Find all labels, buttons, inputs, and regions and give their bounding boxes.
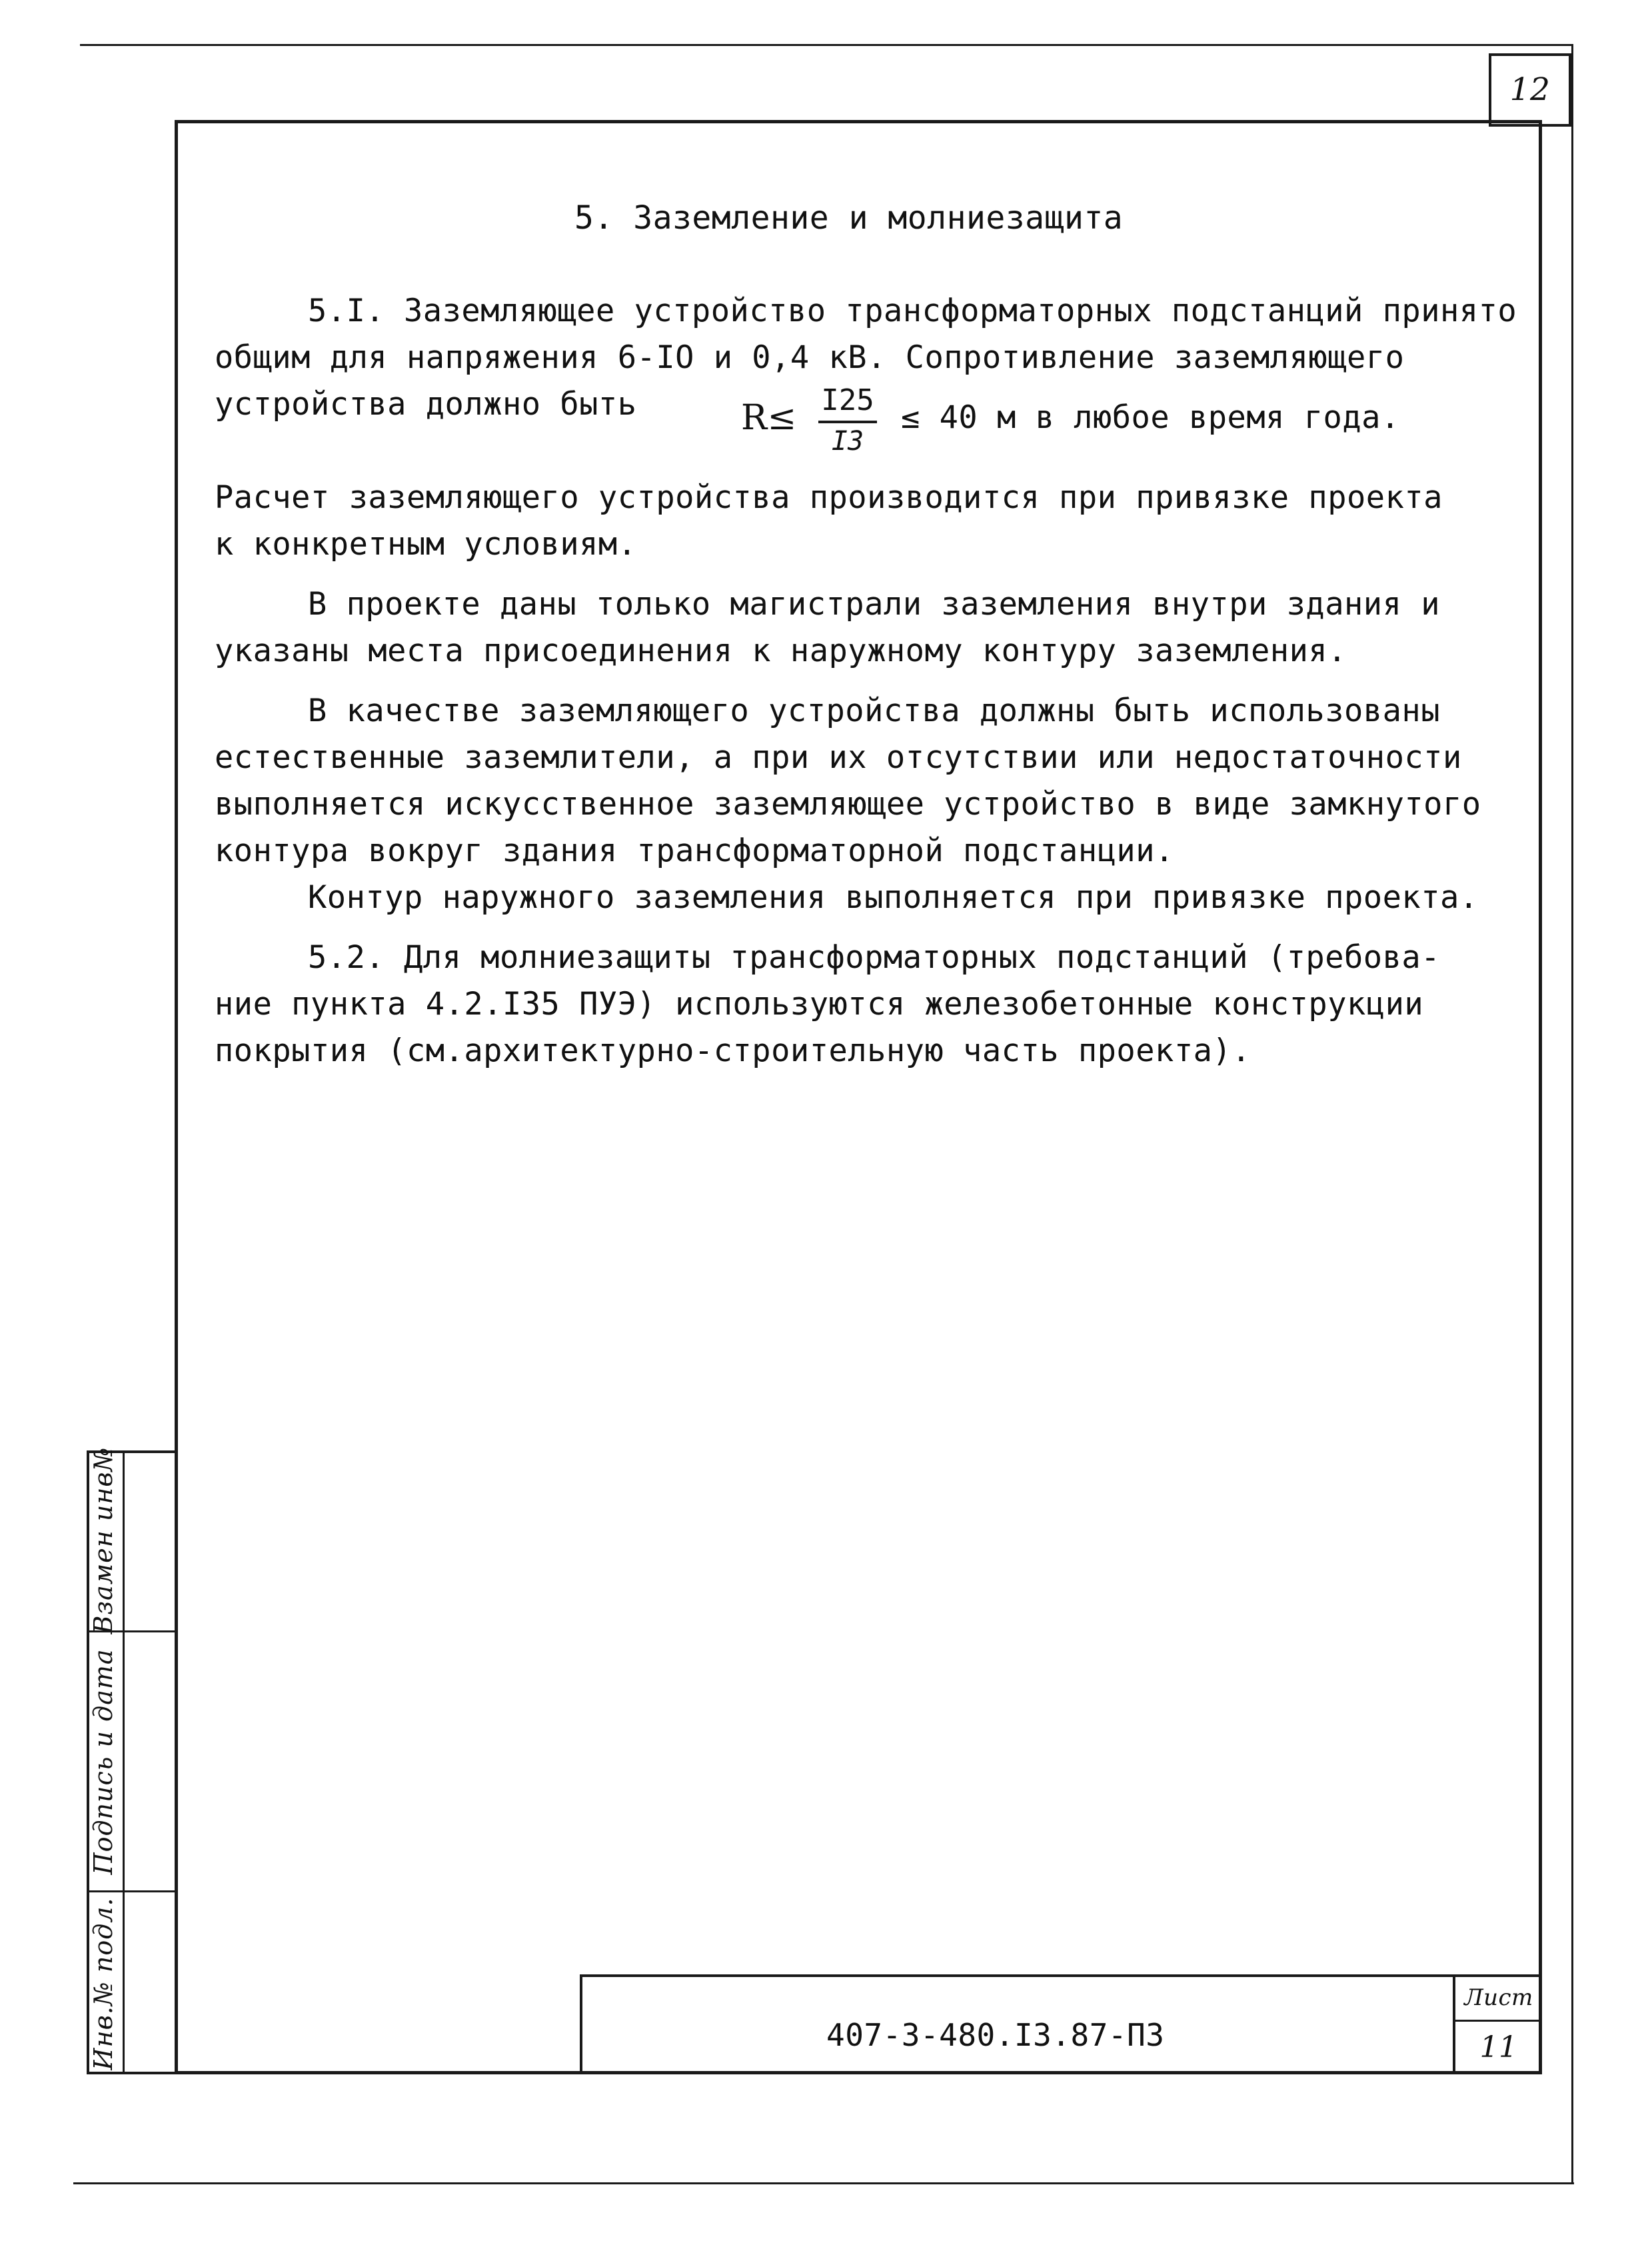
- para-contour: Контур наружного заземления выполняется при привязке проекта.: [308, 879, 1479, 916]
- para-quality-line3: выполняется искусственное заземляющее устройство в виде замкнутого: [215, 786, 1481, 823]
- right-border-line: [1571, 44, 1573, 2184]
- para-project-line1: В проекте даны только магистрали заземления внутри здания и: [308, 586, 1440, 623]
- bottom-border-line: [73, 2182, 1574, 2184]
- formula-fraction: [814, 383, 881, 457]
- formula-bar: [818, 421, 877, 423]
- stamp-cell-inventory: [87, 1890, 120, 2074]
- section-title: 5. Заземление и молниезащита: [574, 199, 1124, 237]
- para-quality-line1: В качестве заземляющего устройства должны быть использованы: [308, 693, 1440, 729]
- para-5-2-line2: ние пункта 4.2.I35 ПУЭ) используются железобетонные конструкции: [215, 986, 1424, 1023]
- formula-denominator: I3: [831, 426, 864, 457]
- sheet-number: 11: [1479, 2030, 1518, 2064]
- para-calc-line1: Расчет заземляющего устройства производится при привязке проекта: [215, 479, 1443, 516]
- stamp-row-line-1: [120, 1630, 177, 1632]
- formula-tail: ≤ 40 м в любое время года.: [901, 399, 1400, 436]
- para-5-1-line1: 5.I. Заземляющее устройство трансформаторных подстанций принято: [308, 293, 1517, 329]
- para-5-1-line3: устройства должно быть: [215, 386, 637, 423]
- stamp-label-replaced: Взамен инв№: [89, 1446, 118, 1634]
- para-project-line2: указаны места присоединения к наружному контуру заземления.: [215, 633, 1347, 669]
- stamp-label-inventory: Инв.№ подл.: [89, 1896, 118, 2070]
- stamp-row-line-2: [120, 1890, 177, 1892]
- doc-code: 407-3-480.I3.87-ПЗ: [826, 2017, 1165, 2053]
- para-5-2-line1: 5.2. Для молниезащиты трансформаторных подстанций (требова-: [308, 939, 1440, 976]
- para-quality-line2: естественные заземлители, а при их отсутствии или недостаточности: [215, 739, 1462, 776]
- stamp-cell-replaced: [87, 1446, 120, 1634]
- stamp-label-signature: Подпись и дата: [89, 1648, 118, 1875]
- stamp-cell-signature: [87, 1630, 120, 1890]
- formula-numerator: I25: [821, 383, 874, 417]
- sheet-label: Лист: [1464, 1984, 1533, 2011]
- side-stamp-divider: [123, 1453, 125, 2072]
- sheet-cell-divider: [1453, 2020, 1542, 2022]
- para-5-1-line2: общим для напряжения 6-IO и 0,4 кВ. Сопротивление заземляющего: [215, 339, 1405, 376]
- top-border-line: [80, 44, 1573, 46]
- page-number: 12: [1509, 71, 1551, 108]
- formula-r: R≤: [741, 398, 797, 438]
- para-5-2-line3: покрытия (см.архитектурно-строительную часть проекта).: [215, 1033, 1251, 1069]
- para-calc-line2: к конкретным условиям.: [215, 526, 637, 563]
- para-quality-line4: контура вокруг здания трансформаторной подстанции.: [215, 833, 1174, 869]
